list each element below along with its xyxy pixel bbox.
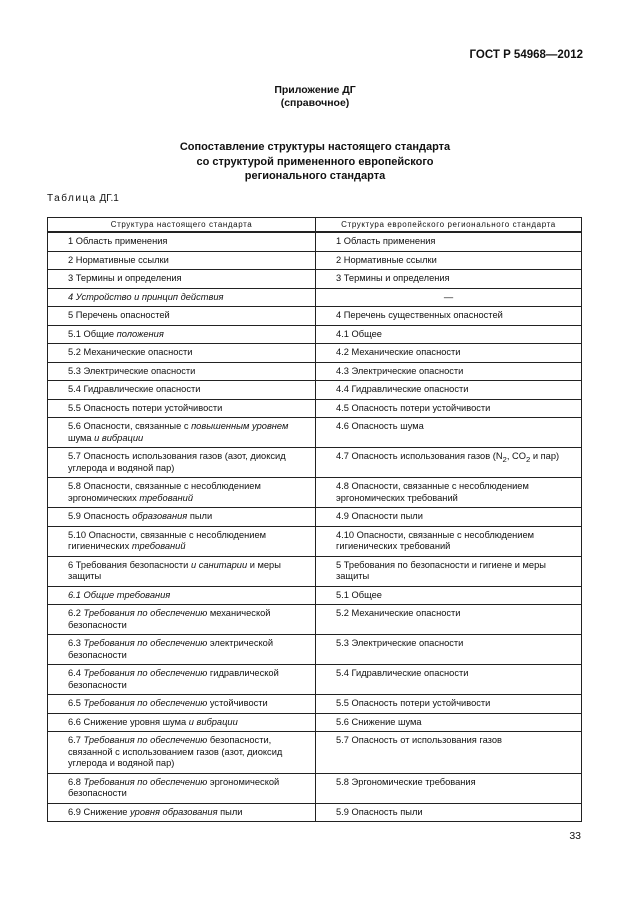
- italic-text: Требования по обеспечению: [83, 776, 208, 787]
- table-row: [48, 381, 582, 400]
- italic-text: Требования по обеспечению: [83, 735, 208, 745]
- table-row: [48, 732, 582, 774]
- cell-national: [48, 695, 316, 714]
- text-part: 6.6 Снижение уровня шума: [68, 716, 189, 727]
- heading-line-2: со структурой примененного европейского: [196, 155, 434, 168]
- cell-national: [48, 288, 316, 307]
- cell-national: [48, 508, 316, 527]
- text-part: шума: [68, 432, 95, 443]
- table-row: [48, 665, 582, 695]
- table-row: [48, 605, 582, 635]
- text-part: 6.7: [68, 735, 84, 745]
- cell-national: [48, 773, 316, 803]
- text-part: 5.6 Опасности, связанные с: [68, 421, 192, 431]
- cell-national: [48, 526, 316, 556]
- cell-national: 2 Нормативные ссылки: [48, 251, 316, 270]
- table-row: [48, 713, 582, 732]
- italic-text: положения: [116, 328, 164, 339]
- structure-comparison-table: [47, 217, 582, 822]
- italic-text: повышенным уровнем: [191, 421, 289, 431]
- cell-national: [48, 325, 316, 344]
- text-part: 5.9 Опасность: [68, 511, 133, 521]
- text-part: 4.7 Опасность использования газов (N: [336, 451, 503, 461]
- italic-text: требований: [131, 541, 186, 551]
- text-part: 5.1 Общие: [68, 328, 117, 339]
- annex-title-block: [0, 84, 630, 110]
- cell-european: 5.8 Эргономические требования: [316, 773, 582, 803]
- cell-european: 3 Термины и определения: [316, 270, 582, 289]
- text-part: и пар): [530, 451, 560, 461]
- heading-line-3: регионального стандарта: [244, 170, 386, 182]
- cell-national: 5.7 Опасность использования газов (азот, диоксид углерода и водяной пар): [48, 448, 316, 478]
- cell-national: 3 Термины и определения: [48, 270, 316, 289]
- cell-european: 5.7 Опасность от использования газов: [316, 732, 582, 774]
- cell-european: 4.5 Опасность потери устойчивости: [316, 399, 582, 418]
- heading-line-1: Сопоставление структуры настоящего стандарта: [179, 141, 451, 153]
- table-row: [48, 344, 582, 363]
- cell-european: 4.8 Опасности, связанные с несоблюдением эргономических требований: [316, 478, 582, 508]
- table-row: [48, 448, 582, 478]
- text-part: электрической безопасности: [68, 638, 274, 660]
- table-row: [48, 232, 582, 251]
- table-caption-word: Таблица: [47, 193, 97, 204]
- italic-text: образования: [132, 511, 188, 521]
- text-part: механической безопасности: [68, 608, 271, 630]
- standard-code: ГОСТ Р 54968—2012: [469, 49, 583, 61]
- table-header-row: [48, 218, 582, 233]
- cell-european: 5.2 Механические опасности: [316, 605, 582, 635]
- text-part: 6.3: [68, 638, 84, 648]
- italic-text: Требования по обеспечению: [83, 608, 208, 618]
- table-row: [48, 526, 582, 556]
- cell-european: 4.10 Опасности, связанные с несоблюдением гигиенических требований: [316, 526, 582, 556]
- cell-national: [48, 478, 316, 508]
- table-row: [48, 695, 582, 714]
- cell-european: 4.3 Электрические опасности: [316, 362, 582, 381]
- table-row: [48, 635, 582, 665]
- cell-national: 5.4 Гидравлические опасности: [48, 381, 316, 400]
- cell-european: 4.9 Опасности пыли: [316, 508, 582, 527]
- cell-national: [48, 803, 316, 822]
- cell-european: 5.4 Гидравлические опасности: [316, 665, 582, 695]
- table-row: [48, 270, 582, 289]
- table-caption: [47, 193, 119, 204]
- table-row: [48, 325, 582, 344]
- italic-text: 4 Устройство и принцип действия: [68, 291, 224, 302]
- cell-european: 4.1 Общее: [316, 325, 582, 344]
- cell-national: [48, 556, 316, 586]
- cell-european: 5.3 Электрические опасности: [316, 635, 582, 665]
- cell-european: 5.1 Общее: [316, 586, 582, 605]
- text-part: 6.9 Снижение: [68, 806, 131, 817]
- italic-text: 6.1 Общие требования: [68, 589, 171, 600]
- table-row: [48, 556, 582, 586]
- annex-title: Приложение ДГ: [274, 84, 356, 96]
- text-part: 6.8: [68, 776, 84, 787]
- table-caption-id: ДГ.1: [99, 193, 119, 204]
- text-part: 6.2: [68, 608, 84, 618]
- cell-national: [48, 665, 316, 695]
- table-row: [48, 586, 582, 605]
- cell-national: 5.2 Механические опасности: [48, 344, 316, 363]
- cell-european: —: [316, 288, 582, 307]
- cell-european: 5.6 Снижение шума: [316, 713, 582, 732]
- text-part: гидравлической безопасности: [68, 668, 279, 690]
- cell-national: [48, 586, 316, 605]
- text-part: пыли: [187, 511, 213, 521]
- table-row: [48, 362, 582, 381]
- italic-text: Требования по обеспечению: [83, 638, 208, 648]
- cell-european: 5.5 Опасность потери устойчивости: [316, 695, 582, 714]
- cell-national: 5 Перечень опасностей: [48, 307, 316, 326]
- document-heading: [0, 140, 630, 184]
- table-row: [48, 399, 582, 418]
- text-part: , CO: [506, 451, 526, 461]
- text-part: 6 Требования безопасности: [68, 559, 191, 570]
- cell-national: 1 Область применения: [48, 232, 316, 251]
- cell-national: [48, 605, 316, 635]
- table-row: [48, 307, 582, 326]
- text-part: 5.8 Опасности, связанные с несоблюдением эргономических: [68, 481, 261, 503]
- table-row: [48, 478, 582, 508]
- italic-text: требований: [139, 492, 193, 503]
- cell-national: [48, 635, 316, 665]
- table-row: [48, 251, 582, 270]
- cell-european: 1 Область применения: [316, 232, 582, 251]
- cell-national: 5.5 Опасность потери устойчивости: [48, 399, 316, 418]
- italic-text: Требования по обеспечению: [83, 698, 208, 708]
- cell-national: [48, 732, 316, 774]
- cell-european: [316, 448, 582, 478]
- table-row: [48, 508, 582, 527]
- italic-text: и санитарии: [190, 559, 248, 570]
- cell-national: [48, 418, 316, 448]
- subscript: 2: [525, 454, 531, 464]
- text-part: 6.5: [68, 698, 84, 708]
- column-header-european: Структура европейского регионального стандарта: [316, 218, 582, 233]
- text-part: безопасности, связанной с использованием газов (азот, диоксид углерода и водяной пар): [68, 735, 283, 768]
- table-row: [48, 288, 582, 307]
- text-part: 6.4: [68, 668, 84, 678]
- subscript: 2: [502, 454, 507, 464]
- text-part: 5.10 Опасности, связанные с несоблюдением гигиенических: [68, 529, 267, 551]
- cell-european: 5 Требования по безопасности и гигиене и меры защиты: [316, 556, 582, 586]
- cell-national: [48, 713, 316, 732]
- cell-european: 5.9 Опасность пыли: [316, 803, 582, 822]
- text-part: эргономической безопасности: [68, 776, 280, 798]
- cell-european: 4.2 Механические опасности: [316, 344, 582, 363]
- table-row: [48, 418, 582, 448]
- table-row: [48, 773, 582, 803]
- cell-national: 5.3 Электрические опасности: [48, 362, 316, 381]
- italic-text: Требования по обеспечению: [83, 668, 208, 678]
- cell-european: 4.4 Гидравлические опасности: [316, 381, 582, 400]
- italic-text: и вибрации: [94, 432, 144, 443]
- italic-text: уровня образования: [130, 806, 218, 817]
- cell-european: 2 Нормативные ссылки: [316, 251, 582, 270]
- cell-european: 4.6 Опасность шума: [316, 418, 582, 448]
- page-number: 33: [569, 830, 581, 842]
- text-part: пыли: [217, 806, 243, 817]
- annex-subtitle: (справочное): [280, 97, 350, 109]
- table-row: [48, 803, 582, 822]
- text-part: и меры защиты: [68, 559, 281, 581]
- text-part: устойчивости: [207, 698, 268, 708]
- column-header-national: Структура настоящего стандарта: [48, 218, 316, 233]
- cell-european: 4 Перечень существенных опасностей: [316, 307, 582, 326]
- italic-text: и вибрации: [188, 716, 238, 727]
